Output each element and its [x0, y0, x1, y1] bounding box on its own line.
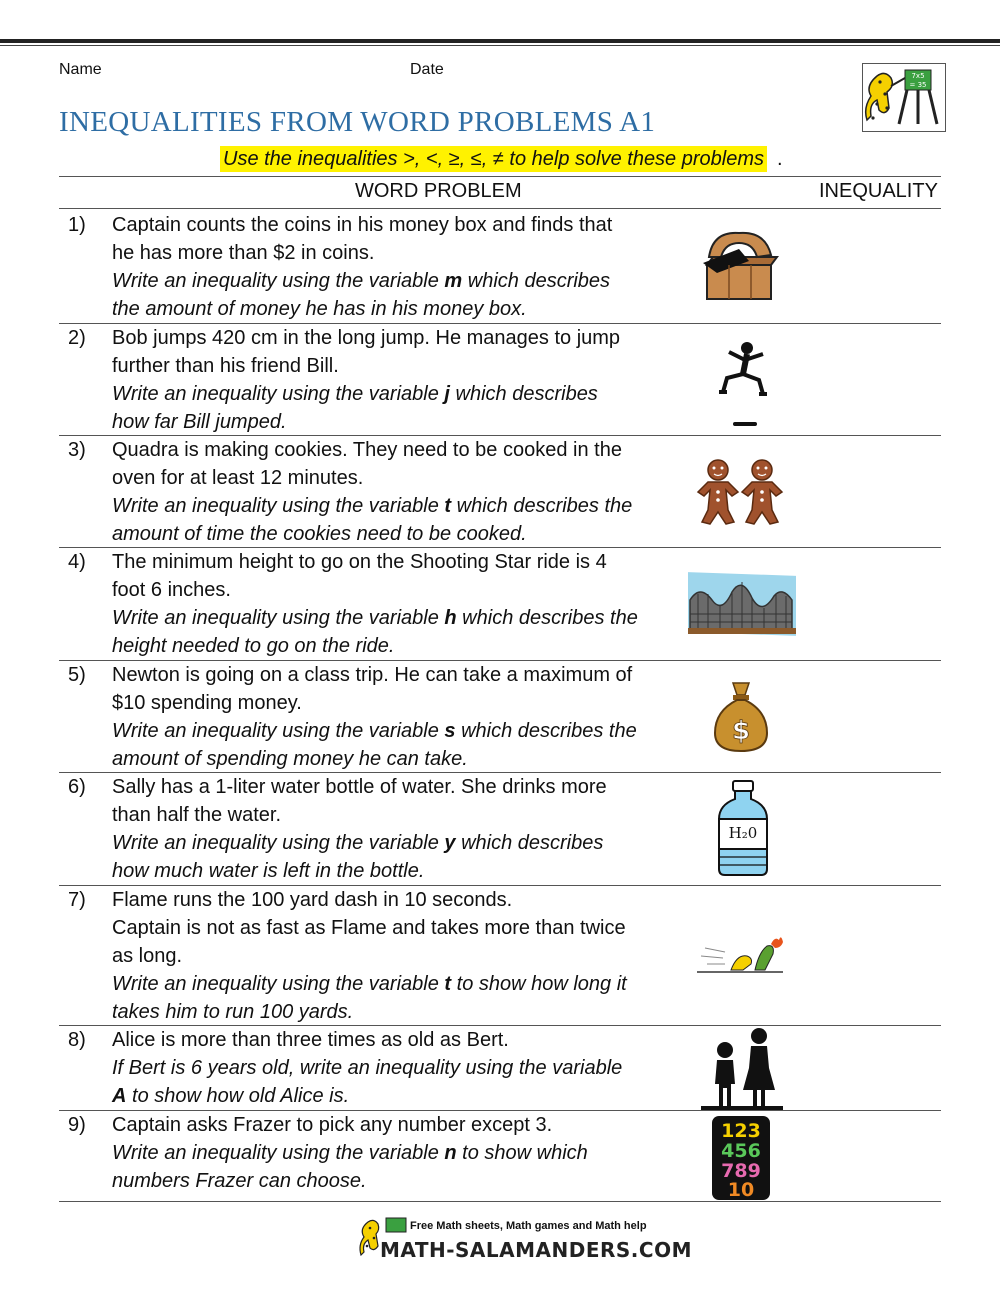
problem-text: [112, 1111, 692, 1195]
problem-line: as long.: [112, 945, 183, 967]
problem-line: oven for at least 12 minutes.: [112, 467, 364, 489]
question-line-2: how much water is left in the bottle.: [112, 860, 425, 882]
problem-number: 4): [68, 551, 86, 573]
problem-text: [112, 324, 692, 436]
problem-line: The minimum height to go on the Shooting Star ride is 4: [112, 551, 607, 573]
problem-line: Alice is more than three times as old as Bert.: [112, 1029, 509, 1051]
water-bottle-icon: [715, 779, 771, 885]
salamander-teacher-icon: [862, 63, 946, 132]
question-line-2: the amount of money he has in his money box.: [112, 298, 527, 320]
question-line: [112, 492, 692, 520]
top-rule: [0, 39, 1000, 43]
question-post: which describes the: [455, 720, 637, 742]
question-pre: Write an inequality using the variable: [112, 607, 445, 629]
question-line: [112, 970, 692, 998]
instruction-period: .: [777, 148, 783, 170]
problem-line: $10 spending money.: [112, 692, 302, 714]
bottle-label: H₂0: [728, 824, 758, 842]
number-tiles-row-1: 123: [721, 1120, 761, 1142]
question-line: [112, 267, 692, 295]
question-line-2: amount of spending money he can take.: [112, 748, 468, 770]
variable: s: [444, 720, 456, 742]
number-tiles-row-2: 456: [721, 1140, 761, 1162]
problem-row-1: [59, 211, 941, 323]
variable: t: [444, 973, 452, 995]
question-pre: Write an inequality using the variable: [112, 383, 445, 405]
problem-line: he has more than $2 in coins.: [112, 242, 375, 264]
question-post: which describes: [455, 832, 604, 854]
footer-tagline: Free Math sheets, Math games and Math help: [410, 1220, 647, 1232]
question-line-2: amount of time the cookies need to be cooked.: [112, 523, 527, 545]
column-inequality: INEQUALITY: [819, 180, 938, 202]
variable: h: [444, 607, 457, 629]
footer-brand: MATH-SALAMANDERS.COM: [380, 1238, 692, 1262]
problem-row-2: [59, 324, 941, 436]
problem-line: Captain asks Frazer to pick any number except 3.: [112, 1114, 553, 1136]
problem-line: than half the water.: [112, 804, 282, 826]
instruction-text: Use the inequalities >, <, ≥, ≤, ≠ to help solve these problems: [220, 146, 767, 172]
variable: A: [112, 1085, 127, 1107]
problem-text: [112, 773, 692, 885]
question-pre: If Bert is 6 years old, write an inequality using the variable: [112, 1057, 623, 1079]
variable: m: [444, 270, 463, 292]
problem-number: 3): [68, 439, 86, 461]
question-line-2: how far Bill jumped.: [112, 411, 287, 433]
problem-line: Sally has a 1-liter water bottle of water. She drinks more: [112, 776, 607, 798]
question-line: [112, 1139, 692, 1167]
question-post: to show how long it: [451, 973, 627, 995]
problem-row-9: [59, 1111, 941, 1201]
question-line: [112, 380, 692, 408]
two-children-silhouette-icon: [699, 1028, 785, 1118]
problem-row-6: [59, 773, 941, 885]
question-post: which describes: [449, 383, 598, 405]
header-rule: [59, 176, 941, 177]
question-post: which describes the: [451, 495, 633, 517]
question-line-2: takes him to run 100 yards.: [112, 1001, 354, 1023]
question-pre: Write an inequality using the variable: [112, 495, 445, 517]
question-line: [112, 604, 692, 632]
problem-row-7: [59, 886, 941, 1026]
gingerbread-cookies-icon: [694, 456, 788, 536]
question-pre: Write an inequality using the variable: [112, 832, 445, 854]
question-pre: Write an inequality using the variable: [112, 1142, 445, 1164]
variable: n: [444, 1142, 457, 1164]
problem-text: [112, 436, 692, 548]
problem-number: 5): [68, 664, 86, 686]
treasure-chest-icon: [699, 227, 781, 311]
question-pre: Write an inequality using the variable: [112, 973, 445, 995]
problem-line: Captain is not as fast as Flame and takes more than twice: [112, 917, 626, 939]
variable: t: [444, 495, 452, 517]
problem-number: 1): [68, 214, 86, 236]
problem-row-4: [59, 548, 941, 660]
svg-text:= 35: = 35: [909, 81, 927, 89]
name-label: Name: [59, 61, 102, 78]
long-jumper-icon: [709, 338, 779, 436]
problem-line: foot 6 inches.: [112, 579, 231, 601]
question-line: [112, 829, 692, 857]
question-line: [112, 1082, 692, 1110]
problem-row-3: [59, 436, 941, 548]
problem-number: 8): [68, 1029, 86, 1051]
row-divider: [59, 1201, 941, 1202]
problem-line: further than his friend Bill.: [112, 355, 339, 377]
date-label: Date: [410, 61, 444, 78]
question-post: which describes the: [456, 607, 638, 629]
svg-text:7x5: 7x5: [911, 72, 925, 80]
number-tiles-row-4: 10: [727, 1179, 755, 1201]
question-post: which describes: [462, 270, 611, 292]
page-title: INEQUALITIES FROM WORD PROBLEMS A1: [59, 106, 656, 138]
problem-line: Captain counts the coins in his money box and finds that: [112, 214, 613, 236]
problem-text: [112, 211, 692, 323]
question-post: to show which: [456, 1142, 588, 1164]
roller-coaster-icon: [686, 570, 798, 648]
problem-row-5: [59, 661, 941, 773]
question-pre: Write an inequality using the variable: [112, 720, 445, 742]
question-line-2: height needed to go on the ride.: [112, 635, 395, 657]
column-header-rule: [59, 208, 941, 209]
money-bag-symbol: $: [731, 716, 751, 746]
problem-row-8: [59, 1026, 941, 1110]
question-post: to show how old Alice is.: [126, 1085, 350, 1107]
problem-number: 9): [68, 1114, 86, 1136]
problem-line: Newton is going on a class trip. He can take a maximum of: [112, 664, 633, 686]
problem-line: Bob jumps 420 cm in the long jump. He manages to jump: [112, 327, 621, 349]
variable: j: [444, 383, 450, 405]
problem-line: Quadra is making cookies. They need to be cooked in the: [112, 439, 622, 461]
problem-number: 2): [68, 327, 86, 349]
question-pre: Write an inequality using the variable: [112, 270, 445, 292]
question-line-2: numbers Frazer can choose.: [112, 1170, 367, 1192]
question-line: [112, 717, 692, 745]
problem-line: Flame runs the 100 yard dash in 10 seconds.: [112, 889, 513, 911]
variable: y: [444, 832, 456, 854]
problem-number: 7): [68, 889, 86, 911]
problem-text: [112, 548, 692, 660]
problem-text: [112, 886, 692, 1026]
number-tiles-icon: [711, 1115, 771, 1209]
number-tiles-row-3: 789: [721, 1160, 761, 1182]
problem-text: [112, 661, 692, 773]
racing-salamanders-icon: [695, 934, 785, 986]
money-bag-icon: [711, 679, 771, 763]
problem-text: [112, 1026, 692, 1110]
column-word-problem: WORD PROBLEM: [355, 180, 522, 202]
top-rule-thin: [0, 45, 1000, 46]
problem-number: 6): [68, 776, 86, 798]
